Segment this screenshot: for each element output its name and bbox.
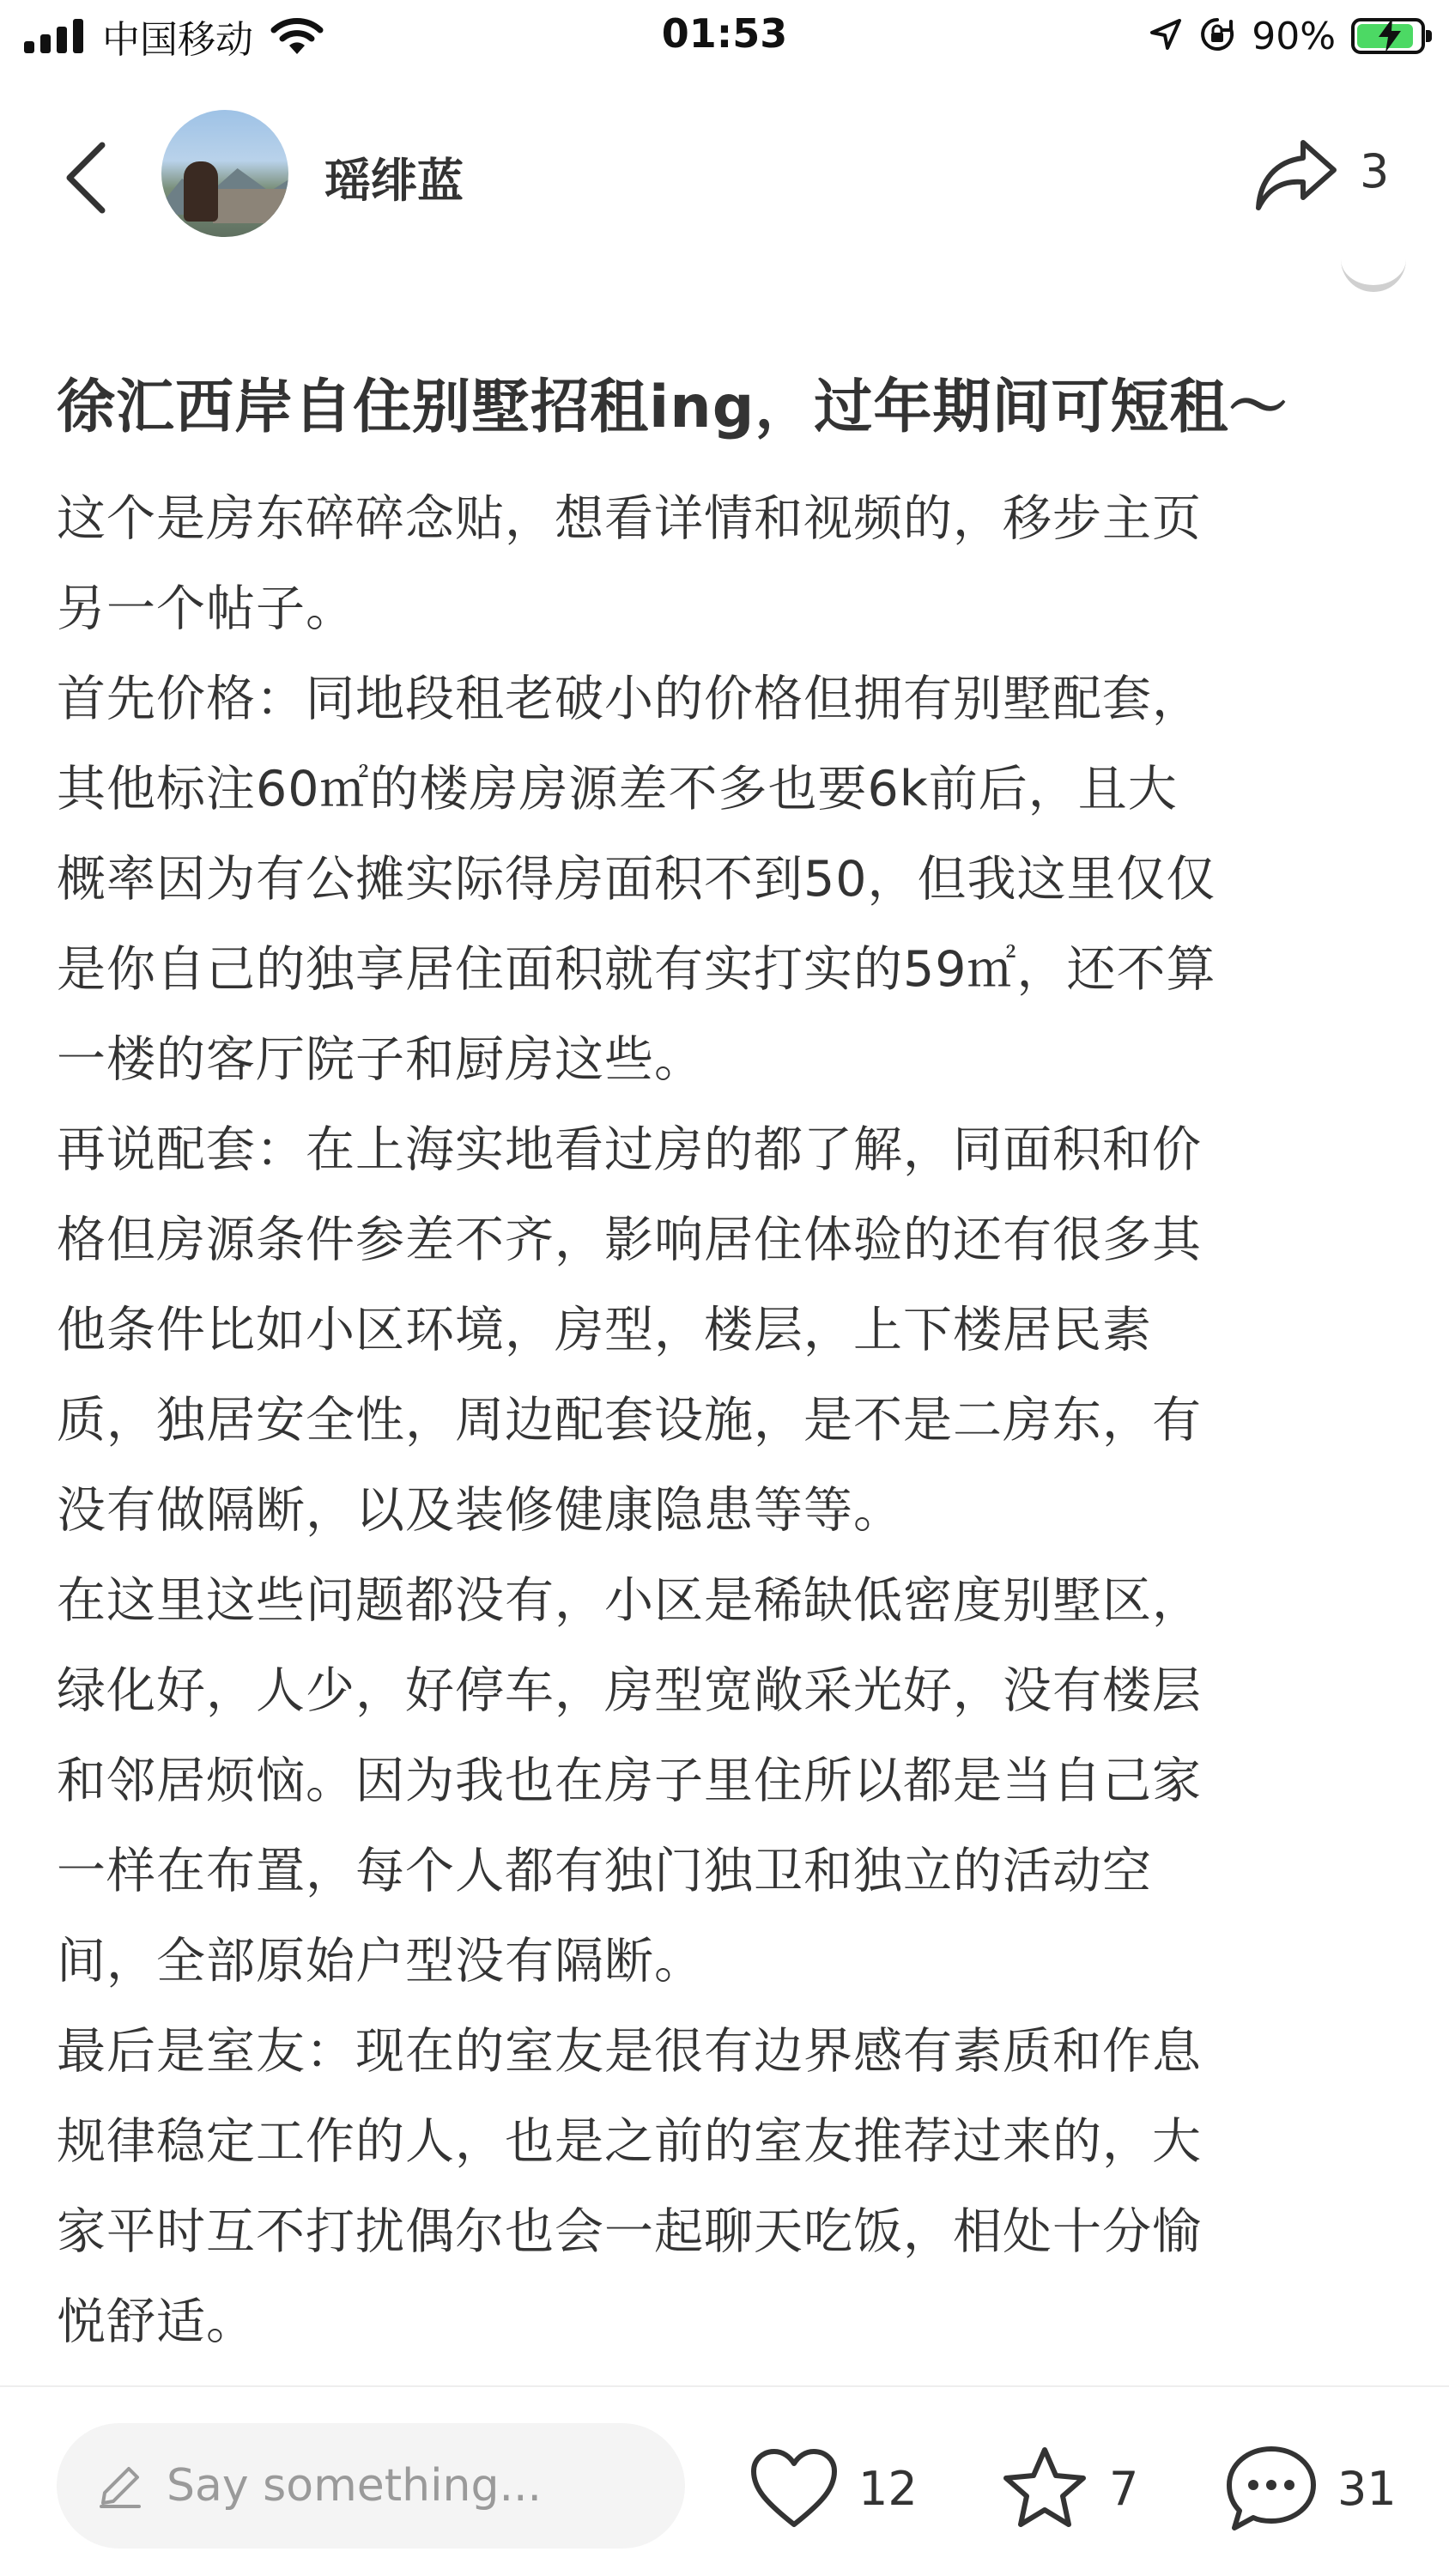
- back-button[interactable]: [52, 131, 120, 225]
- post-line: 一样在布置，每个人都有独门独卫和独立的活动空: [57, 1843, 1152, 1899]
- pencil-icon: [98, 2464, 142, 2508]
- post-line: 家平时互不打扰偶尔也会一起聊天吃饭，相处十分愉: [57, 2203, 1202, 2260]
- share-icon: [1253, 136, 1339, 215]
- battery-charging-icon: [1351, 18, 1425, 54]
- favorite-button[interactable]: [999, 2437, 1138, 2540]
- back-icon: [64, 142, 107, 214]
- comment-placeholder: Say something...: [167, 2460, 543, 2512]
- status-right: [1149, 9, 1425, 64]
- scroll-indicator: [1341, 258, 1406, 292]
- post-line: 质，独居安全性，周边配套设施，是不是二房东，有: [57, 1392, 1202, 1449]
- battery-percent: 90%: [1252, 14, 1336, 58]
- heart-icon: [749, 2447, 840, 2530]
- share-button[interactable]: [1253, 136, 1348, 218]
- post-line: 其他标注60㎡的楼房房源差不多也要6k前后，且大: [57, 761, 1178, 817]
- bottom-divider: [0, 2385, 1449, 2387]
- carrier-name: 中国移动: [102, 18, 253, 62]
- post-line: 绿化好，人少，好停车，房型宽敞采光好，没有楼层: [57, 1662, 1202, 1719]
- post-line: 这个是房东碎碎念贴，想看详情和视频的，移步主页: [57, 490, 1202, 547]
- post-line: 是你自己的独享居住面积就有实打实的59㎡，还不算: [57, 941, 1216, 998]
- location-icon: [1149, 17, 1183, 55]
- post-title: 徐汇西岸自住别墅招租ing，过年期间可短租～: [57, 374, 1288, 441]
- post-line: 规律稳定工作的人，也是之前的室友推荐过来的，大: [57, 2113, 1202, 2170]
- orientation-lock-icon: [1198, 15, 1236, 57]
- post-line: 悦舒适。: [57, 2293, 256, 2350]
- favorite-count: 7: [1109, 2461, 1139, 2516]
- post-line: 再说配套：在上海实地看过房的都了解，同面积和价: [57, 1121, 1202, 1178]
- comment-button[interactable]: [1224, 2437, 1397, 2540]
- post-line: 没有做隔断，以及装修健康隐患等等。: [57, 1482, 903, 1539]
- post-line: 格但房源条件参差不齐，影响居住体验的还有很多其: [57, 1212, 1202, 1268]
- post-line: 概率因为有公摊实际得房面积不到50，但我这里仅仅: [57, 851, 1216, 908]
- share-count: 3: [1360, 144, 1390, 198]
- comment-count: 31: [1337, 2461, 1397, 2516]
- author-name[interactable]: 瑶绯蓝: [324, 154, 464, 208]
- like-button[interactable]: [749, 2437, 918, 2540]
- post-body: [57, 474, 1404, 2367]
- avatar[interactable]: [161, 110, 288, 237]
- post-line: 和邻居烦恼。因为我也在房子里住所以都是当自己家: [57, 1753, 1202, 1809]
- status-bar: [0, 0, 1449, 72]
- post-header: [0, 94, 1449, 249]
- post-line: 最后是室友：现在的室友是很有边界感有素质和作息: [57, 2023, 1202, 2080]
- post-line: 另一个帖子。: [57, 580, 355, 637]
- like-count: 12: [858, 2461, 918, 2516]
- post-line: 首先价格：同地段租老破小的价格但拥有别墅配套，: [57, 671, 1202, 727]
- status-time: 01:53: [661, 10, 788, 57]
- post-line: 在这里这些问题都没有，小区是稀缺低密度别墅区，: [57, 1572, 1202, 1629]
- post-line: 他条件比如小区环境，房型，楼层，上下楼居民素: [57, 1302, 1152, 1358]
- comment-input[interactable]: [57, 2423, 685, 2549]
- star-icon: [999, 2445, 1090, 2532]
- post-line: 一楼的客厅院子和厨房这些。: [57, 1031, 704, 1088]
- comment-icon: [1224, 2444, 1319, 2533]
- post-line: 间，全部原始户型没有隔断。: [57, 1933, 704, 1990]
